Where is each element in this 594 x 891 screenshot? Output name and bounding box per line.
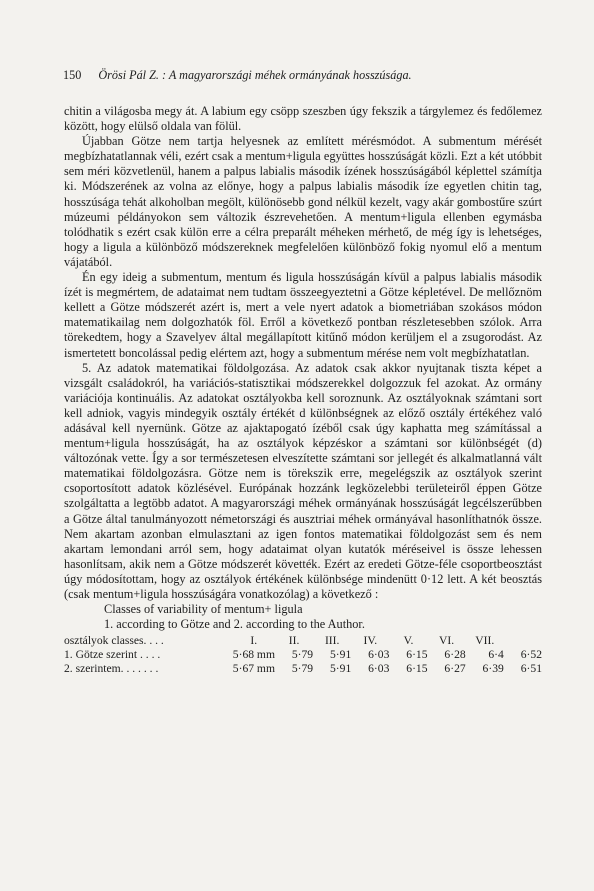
cell: 5·91 [329,648,352,662]
page-number: 150 [63,68,82,82]
cell: 6·15 [406,662,428,676]
class-label: II. [288,634,300,648]
body-text [64,104,542,676]
cell: 5·79 [291,648,314,662]
paragraph-2: Újabban Götze nem tartja helyesnek az említett mérésmódot. A submentum mérését megbízhatatlannak véli, ezért csak a mentum+ligula együttes hosszúságát közli. Ezt a két utóbbit sem méri közvetlenül, hanem a palpus labialis második ízének hosszúságából képlettel számítja ki. Módszerének az volna az előnye, hogy a palpus labialis második íze egyetlen chitin tag, hosszúsága tehát alkoholban megölt, különösebb gond nélkül kezelt, vagy akár gombostűre szúrt múzeumi példányokon sem változik észrevehetően. A mentum+ligula ellenben egymásba tolódhatik s ezért csak külön erre a célra preparált méheken mérhető, de még így is lehetséges, hogy a ligula a különböző módszereknek megfelelően különböző fokig nyomul elő a mentum vájatából. [64,134,542,269]
row-label: 1. Götze szerint . . . . [64,648,161,662]
cell: 5·67 mm [232,662,275,676]
cell: 5·68 mm [232,648,275,662]
cell: 6·03 [368,662,390,676]
class-label: III. [324,634,340,648]
paragraph-3: Én egy ideig a submentum, mentum és ligula hosszúságán kívül a palpus labialis második ízét is megmértem, de adataimat nem tudtam összeegyeztetni a Götze képletével. De mellőznöm kellett a Götze módszerét azért is, mert a vele nyert adatok a biometriában szokásos módon matematikailag nem dolgozhatók föl. Erről a következő pontban részletesebben szólok. Arra törekedtem, hogy a Szavelyev által megállapított kitűnő módon kerüljem el a zsugorodást. Az ismertetett boncolással pedig elértem azt, hogy a submentum mérése nem volt megbízhatatlan. [64,270,542,360]
header-label: osztályok classes. . . . [64,634,164,648]
row-label: 2. szerintem. . . . . . . [64,662,159,676]
table-subtitle: 1. according to Götze and 2. according to the Author. [104,617,365,632]
cell: 5·91 [329,662,352,676]
cell: 6·52 [520,648,542,662]
cell: 5·79 [291,662,314,676]
classes-table [64,634,542,676]
class-label: VI. [439,634,455,648]
running-title: Örösi Pál Z. : A magyarországi méhek ormányának hosszúsága. [98,68,412,82]
cell: 6·15 [406,648,428,662]
paragraph-4: 5. Az adatok matematikai földolgozása. Az adatok csak akkor nyujtanak tiszta képet a vizsgált családokról, ha variációs-statisztikai módszerekkel dolgozzuk fel azokat. Az ormány variációja kontinuális. Az adatokat osztályokba kell soroznunk. Az osztályoknak számtani sort kell adniok, vagyis mindegyik osztály értékét d különbségnek az előző osztály értékéhez való adásával kell nyernünk. Götze az ajaktapogató ízéből csak úgy kaphatta meg számítással a mentum+ligula hosszúságát, ha az osztályok képzéskor a számtani sor különbségét (d) változónak vette. Így a sor természetesen elveszítette számtani sor jellegét és alkalmatlanná vált matematikai földolgozásra. Götze nem is törekszik erre, megelégszik az osztályok szerint csoportosított adatok közlésével. Európának hozzánk legközelebbi területeiről éppen Götze szolgáltatta a legtöbb adatot. A magyarországi méhek ormányának hosszúságát legcélszerűbben a Götze által tanulmányozott németországi és ausztriai méhek ormányával hasonlíthatnók össze. Nem akartam azonban elmulasztani az igen fontos matematikai földolgozást sem és nem akartam lemondani arról sem, hogy adataimat olyan kutatók méréseivel is össze lehessen hasonlítsam, akik nem a Götze módszerét követték. Ezért az eredeti Götze-féle csoportbeosztást úgy módosítottam, hogy az osztályok értékének különbsége mindenütt 0·12 lett. A két beosztás (csak mentum+ligula hosszúságára vonatkozólag) a következő : [64,360,542,601]
cell: 6·28 [444,648,466,662]
running-header [63,68,533,83]
table-header-row [64,634,542,648]
class-label: V. [403,634,414,648]
table-row [64,662,542,676]
class-label: I. [250,634,258,648]
class-label: VII. [475,634,495,648]
cell: 6·03 [368,648,390,662]
cell: 6·39 [482,662,504,676]
class-label: IV. [363,634,378,648]
table-title: Classes of variability of mentum+ ligula [104,602,303,617]
cell: 6·51 [520,662,542,676]
cell: 6·4 [488,648,504,662]
cell: 6·27 [444,662,466,676]
table-row [64,648,542,662]
paragraph-1: chitin a világosba megy át. A labium egy csöpp szeszben úgy fekszik a tárgylemez és fedőlemez között, hogy elülső oldala van fölül. [64,104,542,134]
